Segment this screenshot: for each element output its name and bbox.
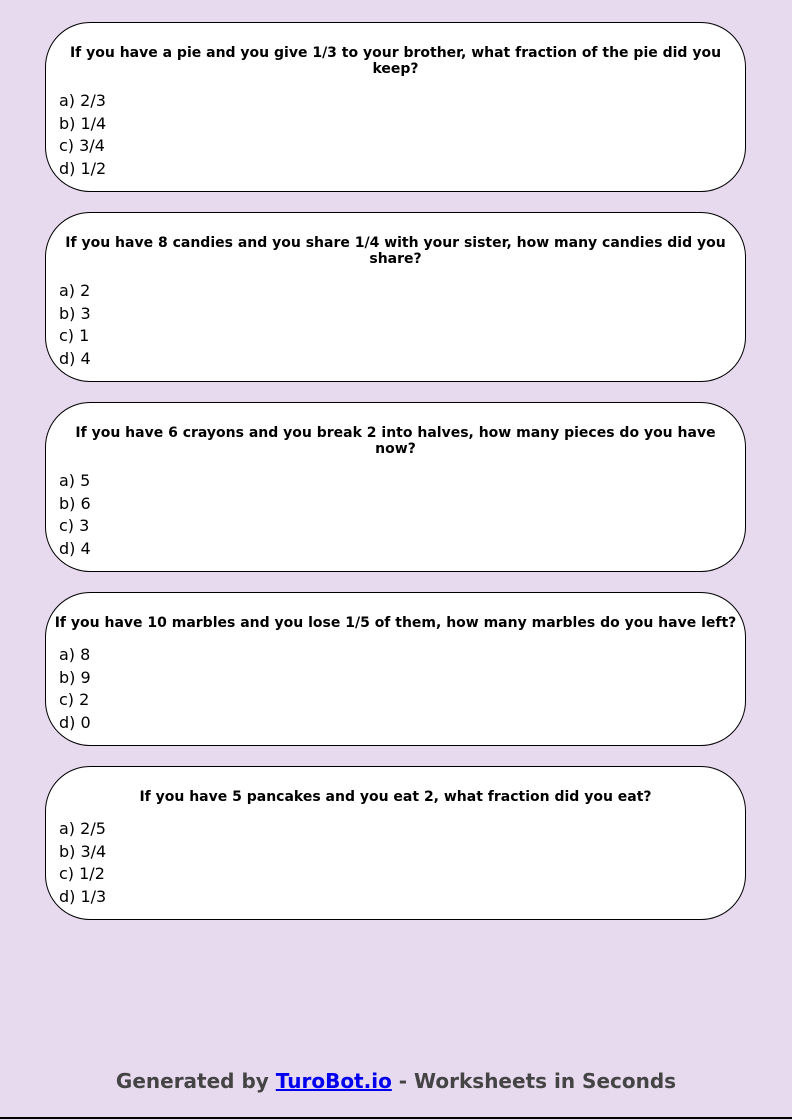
question-text: If you have a pie and you give 1/3 to your brother, what fraction of the pie did you keep? (69, 45, 722, 77)
option-b: b) 9 (59, 667, 91, 687)
option-a: a) 2 (59, 281, 91, 300)
options-list (59, 644, 91, 734)
option-c: c) 3 (59, 516, 90, 535)
option-d: d) 0 (59, 712, 91, 732)
question-card-3 (45, 402, 746, 572)
question-text: If you have 8 candies and you share 1/4 with your sister, how many candies did you share? (65, 235, 726, 267)
option-b: b) 1/4 (59, 113, 107, 133)
option-c: c) 1/2 (59, 864, 105, 883)
question-text: If you have 10 marbles and you lose 1/5 of them, how many marbles do you have left? (54, 615, 737, 631)
turobot-link[interactable]: TuroBot.io (275, 1069, 392, 1093)
option-a: a) 2/5 (59, 819, 106, 838)
option-d: d) 1/3 (59, 886, 107, 906)
options-list (59, 90, 106, 180)
options-list (59, 280, 91, 370)
option-b: b) 6 (59, 493, 91, 513)
footer (0, 1067, 792, 1095)
option-c: c) 3/4 (59, 136, 105, 155)
option-c: c) 2 (59, 690, 90, 709)
option-b: b) 3 (59, 303, 91, 323)
question-card-5 (45, 766, 746, 920)
question-card-2 (45, 212, 746, 382)
question-text: If you have 6 crayons and you break 2 into halves, how many pieces do you have now? (75, 425, 716, 457)
question-text: If you have 5 pancakes and you eat 2, what fraction did you eat? (139, 789, 652, 805)
option-d: d) 1/2 (59, 158, 107, 178)
question-card-4 (45, 592, 746, 746)
option-a: a) 8 (59, 645, 91, 664)
bottom-divider (0, 1117, 792, 1119)
option-a: a) 2/3 (59, 91, 106, 110)
option-b: b) 3/4 (59, 841, 107, 861)
footer-suffix: - Worksheets in Seconds (391, 1069, 677, 1093)
options-list (59, 818, 106, 908)
footer-prefix: Generated by (115, 1069, 276, 1093)
question-card-1 (45, 22, 746, 192)
option-a: a) 5 (59, 471, 91, 490)
option-d: d) 4 (59, 538, 91, 558)
option-c: c) 1 (59, 326, 90, 345)
options-list (59, 470, 91, 560)
option-d: d) 4 (59, 348, 91, 368)
